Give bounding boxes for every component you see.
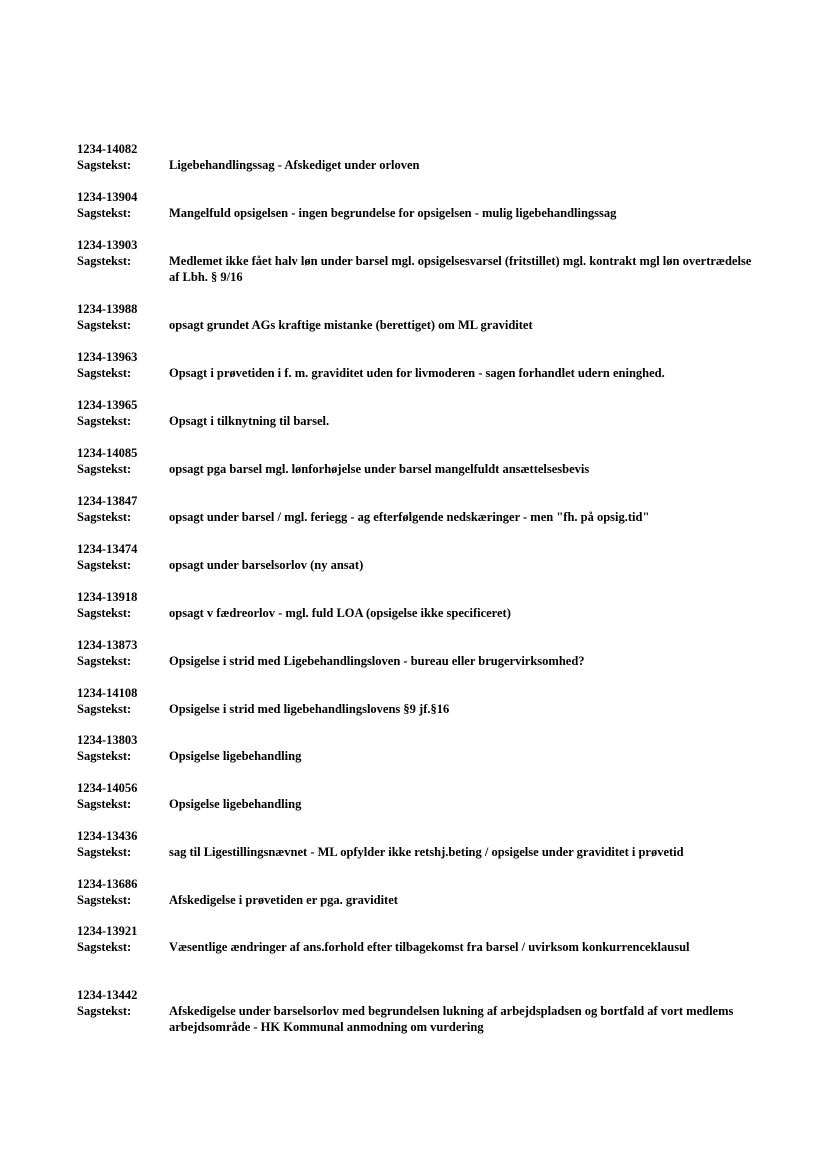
case-id: 1234-13847 [77, 494, 138, 508]
case-id: 1234-13918 [77, 590, 138, 604]
case-entry [77, 732, 757, 764]
case-entry [77, 301, 757, 333]
case-entry [77, 397, 757, 429]
case-id: 1234-13904 [77, 190, 138, 204]
case-text: opsagt under barsel / mgl. feriegg - ag efterfølgende nedskæringer - men "fh. på opsig.tid" [169, 510, 650, 524]
case-label: Sagstekst: [77, 462, 132, 476]
case-entry [77, 541, 757, 573]
case-label: Sagstekst: [77, 158, 132, 172]
case-entry [77, 987, 757, 1035]
case-label: Sagstekst: [77, 510, 132, 524]
case-entry [77, 780, 757, 812]
case-entry [77, 141, 757, 173]
case-entry [77, 445, 757, 477]
case-id: 1234-13474 [77, 542, 138, 556]
case-text: Opsigelse i strid med ligebehandlingslovens §9 jf.§16 [169, 702, 450, 716]
case-label: Sagstekst: [77, 414, 132, 428]
case-label: Sagstekst: [77, 845, 132, 859]
case-id: 1234-14056 [77, 781, 138, 795]
case-label: Sagstekst: [77, 366, 132, 380]
case-text: Afskedigelse under barselsorlov med begrundelsen lukning af arbejdspladsen og bortfald af vort medlems arbejdsområde - HK Kommunal anmodning om vurdering [169, 1004, 734, 1034]
case-entry [77, 237, 757, 285]
case-text: opsagt v fædreorlov - mgl. fuld LOA (opsigelse ikke specificeret) [169, 606, 511, 620]
case-text: Opsigelse ligebehandling [169, 749, 302, 763]
case-label: Sagstekst: [77, 254, 132, 268]
case-id: 1234-13803 [77, 733, 138, 747]
case-text: opsagt grundet AGs kraftige mistanke (berettiget) om ML graviditet [169, 318, 533, 332]
case-entry [77, 493, 757, 525]
case-label: Sagstekst: [77, 558, 132, 572]
case-text: sag til Ligestillingsnævnet - ML opfylder ikke retshj.beting / opsigelse under graviditet i prøvetid [169, 845, 684, 859]
case-entry [77, 923, 757, 955]
case-label: Sagstekst: [77, 654, 132, 668]
case-label: Sagstekst: [77, 893, 132, 907]
case-id: 1234-13988 [77, 302, 138, 316]
case-text: Opsagt i prøvetiden i f. m. graviditet uden for livmoderen - sagen forhandlet udern eninghed. [169, 366, 665, 380]
case-id: 1234-13442 [77, 988, 138, 1002]
case-id: 1234-13965 [77, 398, 138, 412]
case-id: 1234-13436 [77, 829, 138, 843]
case-id: 1234-14085 [77, 446, 138, 460]
case-text: Ligebehandlingssag - Afskediget under orloven [169, 158, 420, 172]
case-label: Sagstekst: [77, 702, 132, 716]
case-text: Opsigelse ligebehandling [169, 797, 302, 811]
case-label: Sagstekst: [77, 797, 132, 811]
case-id: 1234-14108 [77, 686, 138, 700]
case-label: Sagstekst: [77, 606, 132, 620]
case-text: opsagt under barselsorlov (ny ansat) [169, 558, 364, 572]
case-id: 1234-13686 [77, 877, 138, 891]
case-id: 1234-13963 [77, 350, 138, 364]
case-id: 1234-13903 [77, 238, 138, 252]
case-text: Afskedigelse i prøvetiden er pga. graviditet [169, 893, 398, 907]
case-id: 1234-14082 [77, 142, 138, 156]
case-label: Sagstekst: [77, 206, 132, 220]
case-label: Sagstekst: [77, 318, 132, 332]
case-text: Medlemet ikke fået halv løn under barsel mgl. opsigelsesvarsel (fritstillet) mgl. kontrakt mgl løn overtrædelse af Lbh. § 9/16 [169, 254, 752, 284]
case-text: opsagt pga barsel mgl. lønforhøjelse under barsel mangelfuldt ansættelsesbevis [169, 462, 590, 476]
case-text: Opsigelse i strid med Ligebehandlingsloven - bureau eller brugervirksomhed? [169, 654, 585, 668]
case-entry [77, 685, 757, 717]
case-text: Mangelfuld opsigelsen - ingen begrundelse for opsigelsen - mulig ligebehandlingssag [169, 206, 617, 220]
case-text: Opsagt i tilknytning til barsel. [169, 414, 330, 428]
case-label: Sagstekst: [77, 1004, 132, 1018]
case-label: Sagstekst: [77, 940, 132, 954]
case-entry [77, 189, 757, 221]
case-entry [77, 637, 757, 669]
case-text: Væsentlige ændringer af ans.forhold efter tilbagekomst fra barsel / uvirksom konkurrenceklausul [169, 940, 690, 954]
case-entry [77, 349, 757, 381]
case-entry [77, 876, 757, 908]
case-id: 1234-13873 [77, 638, 138, 652]
case-id: 1234-13921 [77, 924, 138, 938]
case-entry [77, 589, 757, 621]
case-label: Sagstekst: [77, 749, 132, 763]
case-entry [77, 828, 757, 860]
